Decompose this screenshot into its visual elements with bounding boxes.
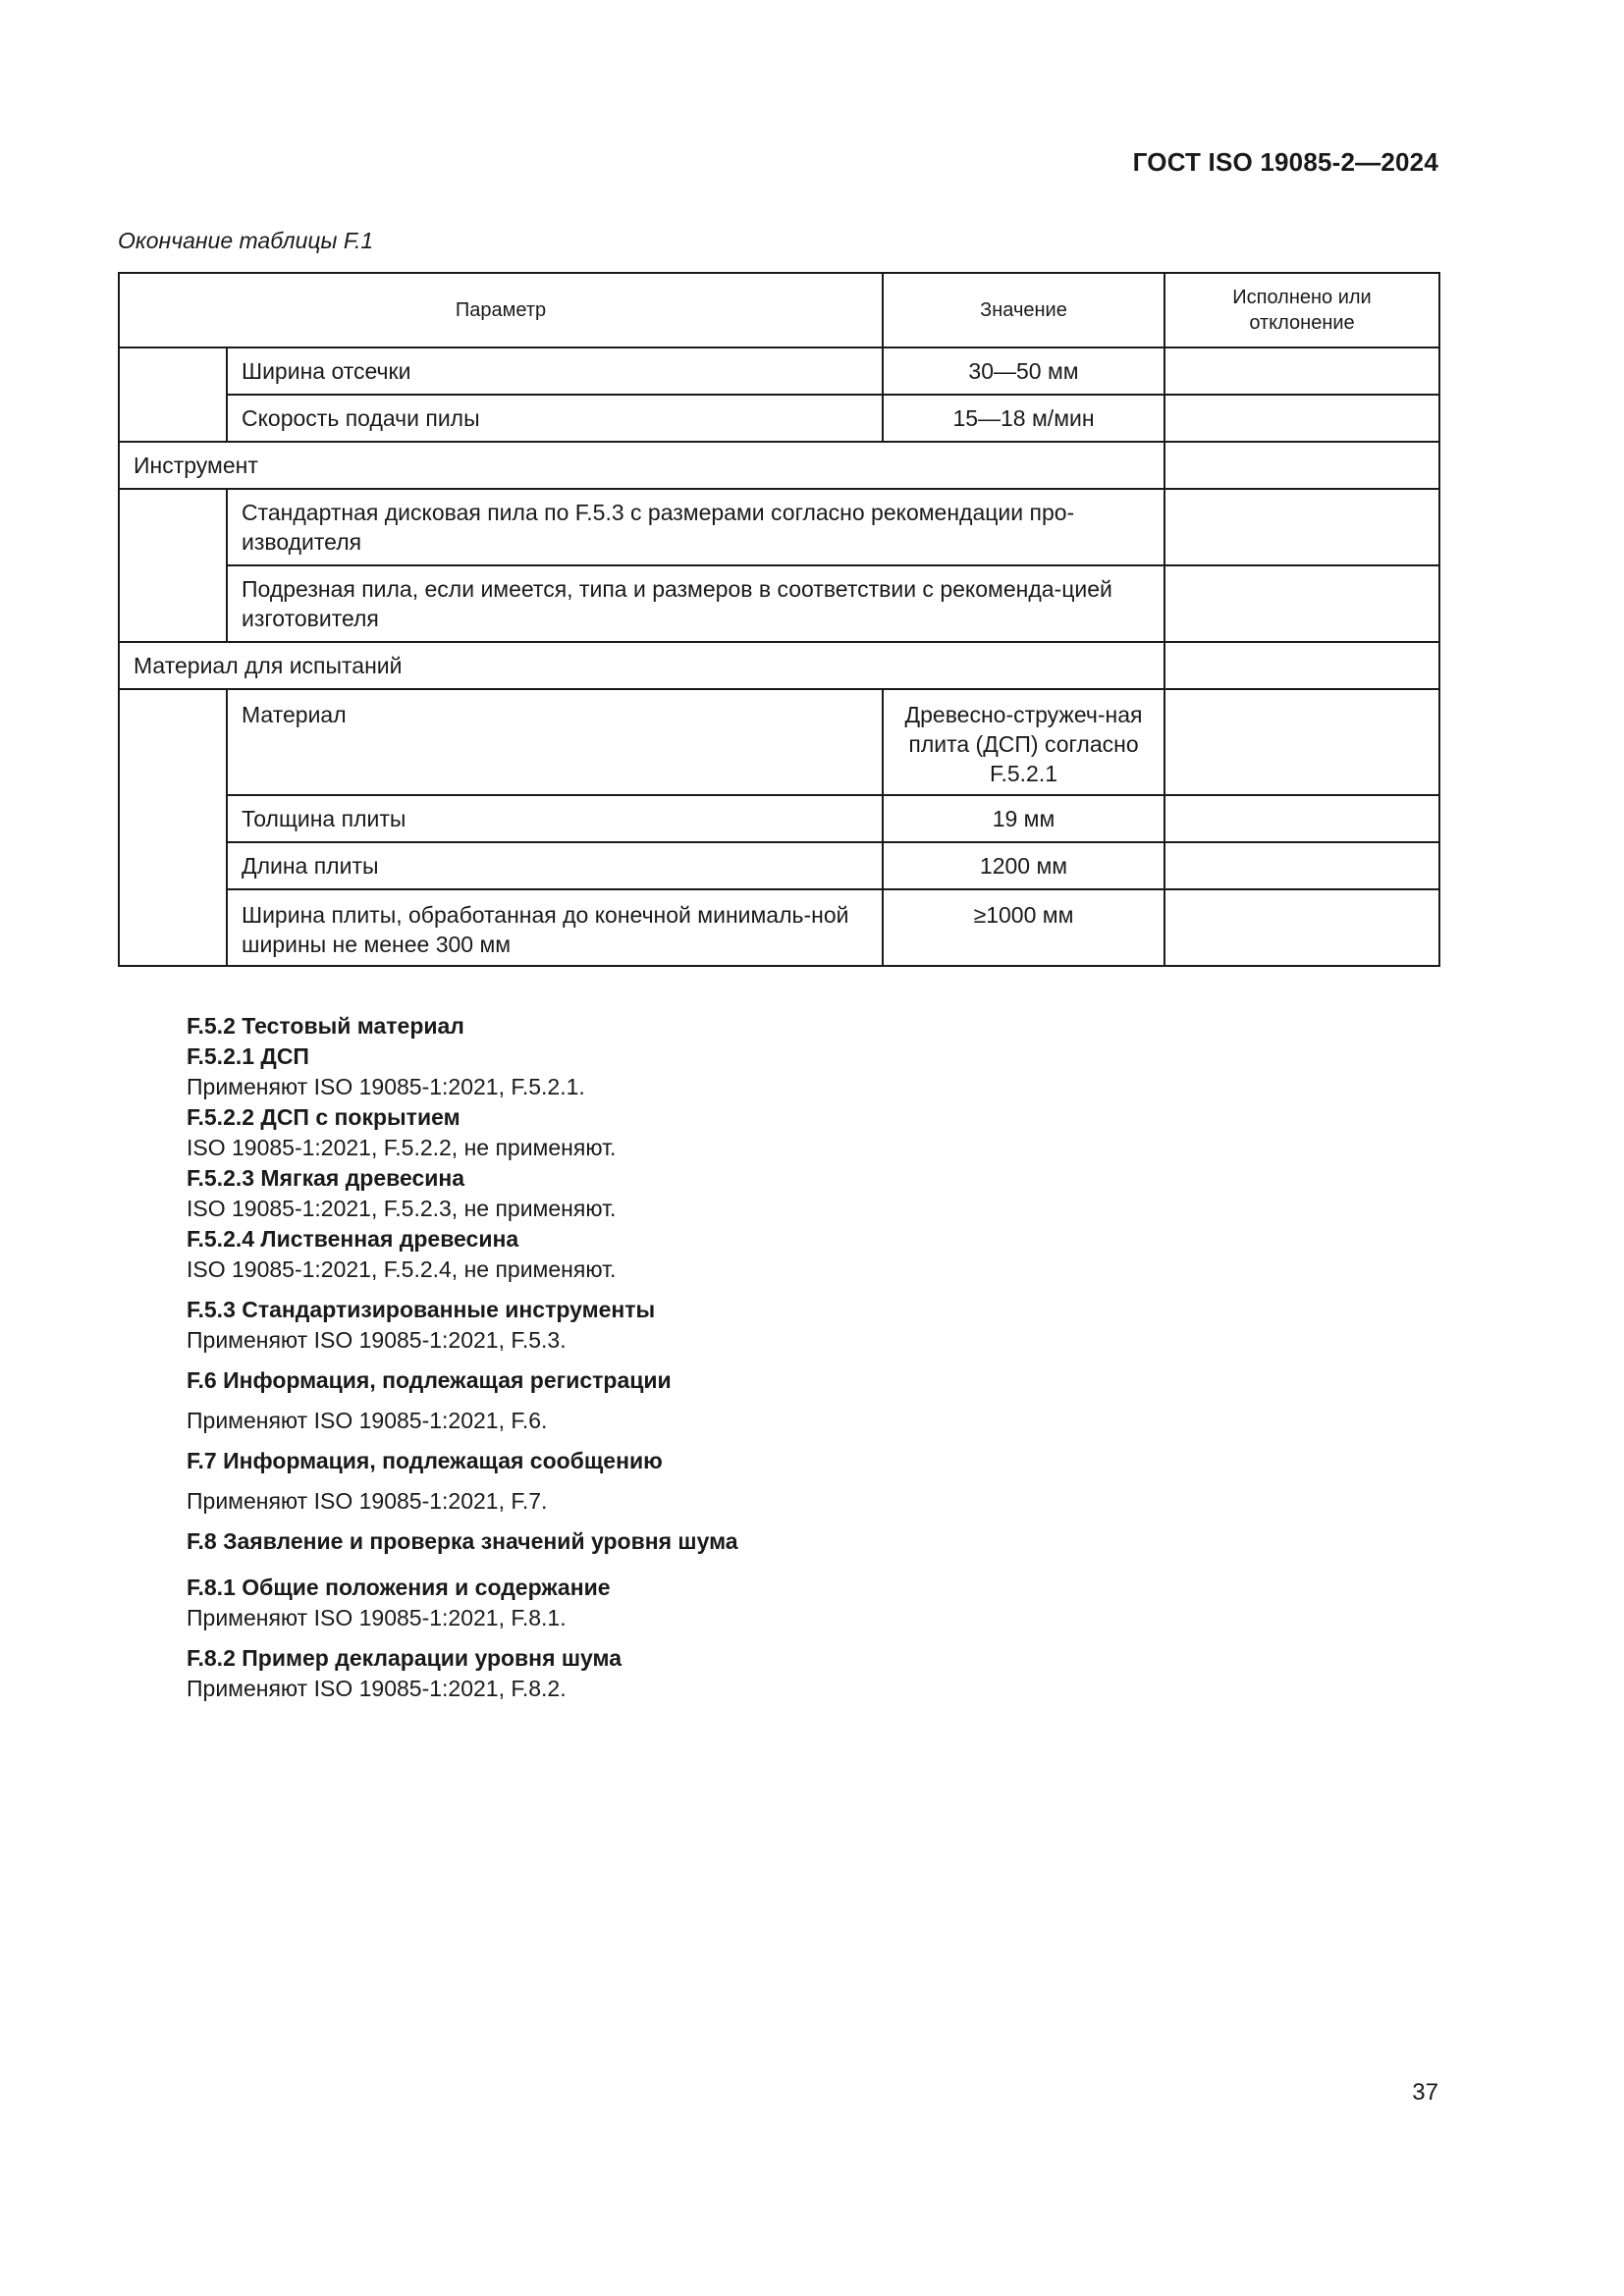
section-heading: F.5.2 Тестовый материал	[187, 1013, 464, 1039]
row-value: 1200 мм	[883, 842, 1164, 889]
row-compliance	[1164, 842, 1439, 889]
table-row	[119, 489, 1439, 565]
group-label-material: Материал для испытаний	[119, 642, 1164, 689]
column-header-value: Значение	[883, 273, 1164, 347]
indent-cell	[119, 489, 227, 642]
row-value: 19 мм	[883, 795, 1164, 842]
column-header-compliance: Исполнено или отклонение	[1164, 273, 1439, 347]
indent-cell	[119, 689, 227, 966]
row-value: 30—50 мм	[883, 347, 1164, 395]
section-heading: F.5.2.1 ДСП	[187, 1043, 309, 1069]
row-label: Подрезная пила, если имеется, типа и размеров в соответствии с рекоменда-цией изготовителя	[227, 565, 1164, 642]
row-label: Длина плиты	[227, 842, 883, 889]
row-value: Древесно-стружеч-ная плита (ДСП) согласно F.5.2.1	[883, 689, 1164, 795]
row-compliance	[1164, 689, 1439, 795]
table-header-row	[119, 273, 1439, 347]
section-heading: F.7 Информация, подлежащая сообщению	[187, 1448, 663, 1473]
section-text: Применяют ISO 19085-1:2021, F.8.2.	[187, 1676, 567, 1701]
table-group-row	[119, 642, 1439, 689]
section-heading: F.8.1 Общие положения и содержание	[187, 1575, 611, 1600]
section-text: Применяют ISO 19085-1:2021, F.5.2.1.	[187, 1074, 585, 1099]
row-label: Материал	[227, 689, 883, 795]
column-header-parameter: Параметр	[119, 273, 883, 347]
section-text: ISO 19085-1:2021, F.5.2.3, не применяют.	[187, 1196, 617, 1221]
row-label: Скорость подачи пилы	[227, 395, 883, 442]
table-row	[119, 347, 1439, 395]
section-heading: F.5.3 Стандартизированные инструменты	[187, 1297, 656, 1322]
row-compliance	[1164, 489, 1439, 565]
section-text: Применяют ISO 19085-1:2021, F.7.	[187, 1488, 548, 1514]
group-label-tool: Инструмент	[119, 442, 1164, 489]
row-compliance	[1164, 347, 1439, 395]
section-text: ISO 19085-1:2021, F.5.2.4, не применяют.	[187, 1256, 617, 1282]
section-heading: F.8.2 Пример декларации уровня шума	[187, 1645, 623, 1671]
row-value: 15—18 м/мин	[883, 395, 1164, 442]
section-heading: F.5.2.3 Мягкая древесина	[187, 1165, 465, 1191]
row-label: Ширина отсечки	[227, 347, 883, 395]
table-row	[119, 889, 1439, 966]
section-heading: F.5.2.2 ДСП с покрытием	[187, 1104, 460, 1130]
row-compliance	[1164, 889, 1439, 966]
section-heading: F.5.2.4 Лиственная древесина	[187, 1226, 519, 1252]
row-label: Ширина плиты, обработанная до конечной минималь-ной ширины не менее 300 мм	[227, 889, 883, 966]
page-number: 37	[1412, 2079, 1438, 2106]
table-caption: Окончание таблицы F.1	[118, 228, 374, 253]
section-heading: F.6 Информация, подлежащая регистрации	[187, 1367, 672, 1393]
section-text: Применяют ISO 19085-1:2021, F.5.3.	[187, 1327, 567, 1353]
row-label: Толщина плиты	[227, 795, 883, 842]
section-text: Применяют ISO 19085-1:2021, F.6.	[187, 1408, 548, 1433]
table-row	[119, 842, 1439, 889]
parameters-table	[118, 272, 1440, 967]
row-compliance	[1164, 442, 1439, 489]
row-label: Стандартная дисковая пила по F.5.3 с размерами согласно рекомендации про-изводителя	[227, 489, 1164, 565]
document-body	[187, 1011, 738, 1704]
section-text: ISO 19085-1:2021, F.5.2.2, не применяют.	[187, 1135, 617, 1160]
table-row	[119, 689, 1439, 795]
row-compliance	[1164, 642, 1439, 689]
section-text: Применяют ISO 19085-1:2021, F.8.1.	[187, 1605, 567, 1630]
document-header: ГОСТ ISO 19085-2—2024	[1132, 147, 1438, 177]
table-row	[119, 395, 1439, 442]
table-row	[119, 565, 1439, 642]
section-heading: F.8 Заявление и проверка значений уровня шума	[187, 1528, 738, 1554]
indent-cell	[119, 347, 227, 442]
table-row	[119, 795, 1439, 842]
row-value: ≥1000 мм	[883, 889, 1164, 966]
row-compliance	[1164, 795, 1439, 842]
table-group-row	[119, 442, 1439, 489]
row-compliance	[1164, 565, 1439, 642]
row-compliance	[1164, 395, 1439, 442]
